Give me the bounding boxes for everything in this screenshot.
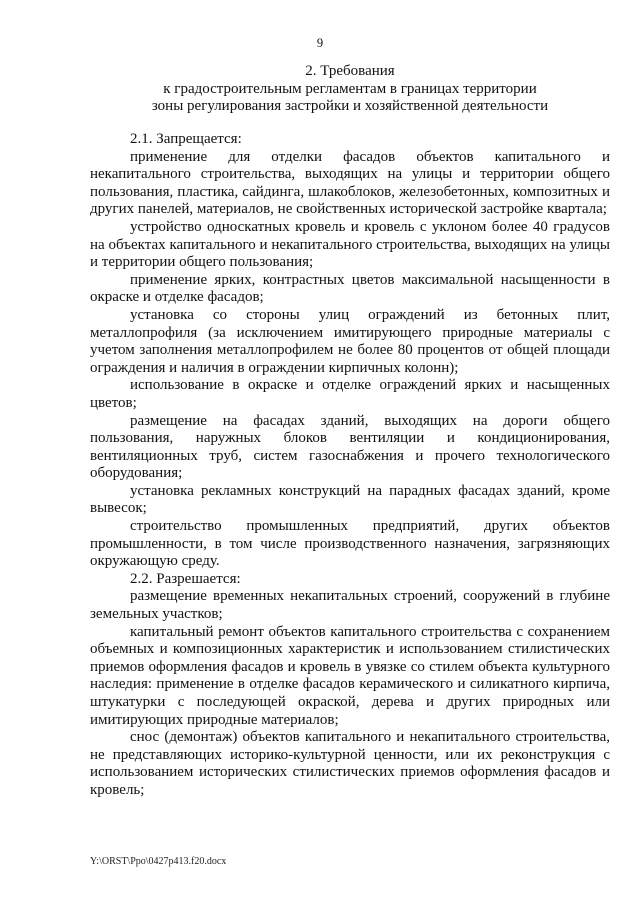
footer-file-path: Y:\ORST\Ppo\0427p413.f20.docx <box>90 856 227 867</box>
prohibited-item: строительство промышленных предприятий, других объектов промышленности, в том числе производственного назначения, загрязняющих окружающую среду. <box>90 518 610 570</box>
prohibited-item: установка со стороны улиц ограждений из бетонных плит, металлопрофиля (за исключением имитирующего природные материалы с учетом заполнения металлопрофилем не более 80 процентов от общей площади ограждения и наличия в ограждении кирпичных колонн); <box>90 306 610 376</box>
prohibited-item: установка рекламных конструкций на парадных фасадах зданий, кроме вывесок; <box>90 482 610 517</box>
prohibited-item: использование в окраске и отделке ограждений ярких и насыщенных цветов; <box>90 377 610 411</box>
allowed-item: снос (демонтаж) объектов капитального и некапитального строительства, не представляющих историко-культурной ценности, или их реконструкция с использованием исторических стилистических приемов оформления фасадов и кровель; <box>90 729 610 798</box>
prohibited-item: устройство односкатных кровель и кровель с уклоном более 40 градусов на объектах капитального и некапитального строительства, выходящих на улицы и территории общего пользования; <box>90 218 610 271</box>
prohibited-item: размещение на фасадах зданий, выходящих на дороги общего пользования, наружных блоков вентиляции и кондиционирования, вентиляционных труб, систем газоснабжения и прочего технологического оборудования; <box>90 412 610 482</box>
allowed-item: капитальный ремонт объектов капитального строительства с сохранением объемных и композиционных характеристик и использованием стилистических приемов оформления фасадов и кровель в увязке со стилем объекта культурного наследия: применение в отделке фасадов керамического и силикатного кирпича, штукатурки с последующей окраской, дерева и других природных или имитирующих природные материалов; <box>90 623 610 728</box>
page-number: 9 <box>316 36 324 50</box>
section-heading <box>90 63 610 116</box>
heading-line-2: к градостроительным регламентам в границах территории <box>163 80 537 97</box>
prohibited-item: применение для отделки фасадов объектов капитального и некапитального строительства, выходящих на улицы и территории общего пользования, пластика, сайдинга, шлакоблоков, железобетонных, композитных и других панелей, материалов, не свойственных исторической застройке квартала; <box>90 148 610 218</box>
prohibited-item: применение ярких, контрастных цветов максимальной насыщенности в окраске и отделке фасадов; <box>90 271 610 306</box>
subsection-title-prohibited: 2.1. Запрещается: <box>130 131 242 147</box>
heading-line-3: зоны регулирования застройки и хозяйственной деятельности <box>151 98 549 115</box>
allowed-item: размещение временных некапитальных строений, сооружений в глубине земельных участков; <box>90 588 610 623</box>
document-body <box>90 131 610 800</box>
heading-line-1: 2. Требования <box>305 63 395 79</box>
subsection-title-allowed: 2.2. Разрешается: <box>130 570 241 587</box>
